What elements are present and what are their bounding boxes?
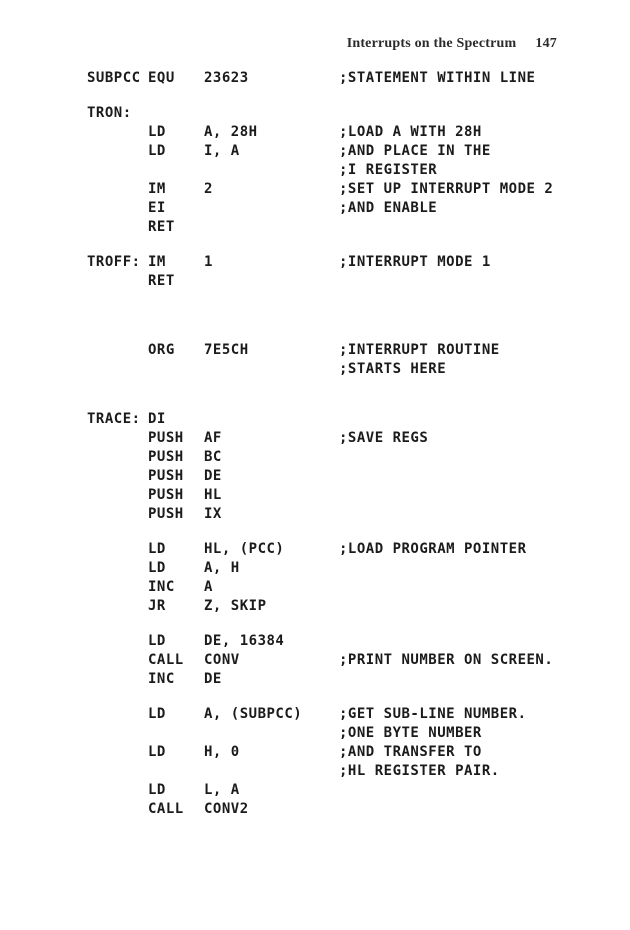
code-comment: ;LOAD PROGRAM POINTER xyxy=(339,541,527,557)
code-operand: DE xyxy=(204,468,222,484)
code-label: TRACE: xyxy=(87,411,141,427)
code-mnemonic: EI xyxy=(148,200,166,216)
code-line xyxy=(87,360,587,379)
code-operand: 23623 xyxy=(204,70,249,86)
code-operand: 2 xyxy=(204,181,213,197)
code-mnemonic: EQU xyxy=(148,70,175,86)
code-operand: Z, SKIP xyxy=(204,598,267,614)
code-mnemonic: LD xyxy=(148,706,166,722)
code-mnemonic: PUSH xyxy=(148,506,184,522)
code-operand: DE, 16384 xyxy=(204,633,285,649)
code-operand: A, (SUBPCC) xyxy=(204,706,303,722)
code-mnemonic: LD xyxy=(148,633,166,649)
code-line xyxy=(87,218,587,237)
code-mnemonic: PUSH xyxy=(148,468,184,484)
code-line xyxy=(87,651,587,670)
code-operand: A, H xyxy=(204,560,240,576)
code-line xyxy=(87,272,587,291)
code-mnemonic: IM xyxy=(148,254,166,270)
code-mnemonic: INC xyxy=(148,579,175,595)
code-operand: CONV2 xyxy=(204,801,249,817)
code-line xyxy=(87,597,587,616)
code-comment: ;HL REGISTER PAIR. xyxy=(339,763,500,779)
code-comment: ;AND ENABLE xyxy=(339,200,438,216)
code-mnemonic: LD xyxy=(148,560,166,576)
code-line xyxy=(87,743,587,762)
code-line xyxy=(87,800,587,819)
code-line xyxy=(87,448,587,467)
code-comment: ;LOAD A WITH 28H xyxy=(339,124,482,140)
code-comment: ;INTERRUPT ROUTINE xyxy=(339,342,500,358)
code-line xyxy=(87,467,587,486)
code-mnemonic: LD xyxy=(148,744,166,760)
code-mnemonic: PUSH xyxy=(148,487,184,503)
code-comment: ;I REGISTER xyxy=(339,162,438,178)
code-mnemonic: IM xyxy=(148,181,166,197)
code-operand: CONV xyxy=(204,652,240,668)
code-line xyxy=(87,540,587,559)
code-line xyxy=(87,705,587,724)
code-operand: HL, (PCC) xyxy=(204,541,285,557)
code-comment: ;ONE BYTE NUMBER xyxy=(339,725,482,741)
code-label: SUBPCC xyxy=(87,70,141,86)
code-mnemonic: JR xyxy=(148,598,166,614)
code-line xyxy=(87,486,587,505)
code-mnemonic: LD xyxy=(148,143,166,159)
code-line xyxy=(87,781,587,800)
code-operand: H, 0 xyxy=(204,744,240,760)
page-number: 147 xyxy=(535,36,557,51)
code-line xyxy=(87,341,587,360)
code-line xyxy=(87,429,587,448)
code-comment: ;AND PLACE IN THE xyxy=(339,143,491,159)
code-line xyxy=(87,410,587,429)
code-comment: ;SAVE REGS xyxy=(339,430,429,446)
code-operand: A, 28H xyxy=(204,124,258,140)
code-line xyxy=(87,253,587,272)
code-comment: ;STATEMENT WITHIN LINE xyxy=(339,70,536,86)
code-comment: ;STARTS HERE xyxy=(339,361,447,377)
code-mnemonic: LD xyxy=(148,124,166,140)
code-line xyxy=(87,161,587,180)
code-operand: 1 xyxy=(204,254,213,270)
code-line xyxy=(87,180,587,199)
code-line xyxy=(87,632,587,651)
code-line xyxy=(87,123,587,142)
code-line xyxy=(87,724,587,743)
code-operand: 7E5CH xyxy=(204,342,249,358)
code-comment: ;GET SUB-LINE NUMBER. xyxy=(339,706,527,722)
code-mnemonic: LD xyxy=(148,541,166,557)
code-line xyxy=(87,199,587,218)
code-mnemonic: RET xyxy=(148,219,175,235)
chapter-title: Interrupts on the Spectrum xyxy=(346,36,517,51)
code-operand: IX xyxy=(204,506,222,522)
code-mnemonic: LD xyxy=(148,782,166,798)
code-operand: L, A xyxy=(204,782,240,798)
code-mnemonic: CALL xyxy=(148,652,184,668)
code-line xyxy=(87,142,587,161)
code-operand: BC xyxy=(204,449,222,465)
code-mnemonic: PUSH xyxy=(148,449,184,465)
assembly-code-listing xyxy=(87,69,587,819)
code-mnemonic: DI xyxy=(148,411,166,427)
code-line xyxy=(87,762,587,781)
code-line xyxy=(87,578,587,597)
code-label: TRON: xyxy=(87,105,132,121)
code-mnemonic: PUSH xyxy=(148,430,184,446)
code-line xyxy=(87,104,587,123)
code-operand: A xyxy=(204,579,213,595)
code-operand: HL xyxy=(204,487,222,503)
code-line xyxy=(87,559,587,578)
code-operand: AF xyxy=(204,430,222,446)
code-operand: I, A xyxy=(204,143,240,159)
code-comment: ;AND TRANSFER TO xyxy=(339,744,482,760)
code-mnemonic: INC xyxy=(148,671,175,687)
code-comment: ;SET UP INTERRUPT MODE 2 xyxy=(339,181,554,197)
code-mnemonic: RET xyxy=(148,273,175,289)
code-line xyxy=(87,670,587,689)
code-mnemonic: CALL xyxy=(148,801,184,817)
code-operand: DE xyxy=(204,671,222,687)
code-comment: ;PRINT NUMBER ON SCREEN. xyxy=(339,652,554,668)
running-header xyxy=(347,36,557,52)
code-line xyxy=(87,505,587,524)
code-comment: ;INTERRUPT MODE 1 xyxy=(339,254,491,270)
code-line xyxy=(87,69,587,88)
code-label: TROFF: xyxy=(87,254,141,270)
code-mnemonic: ORG xyxy=(148,342,175,358)
